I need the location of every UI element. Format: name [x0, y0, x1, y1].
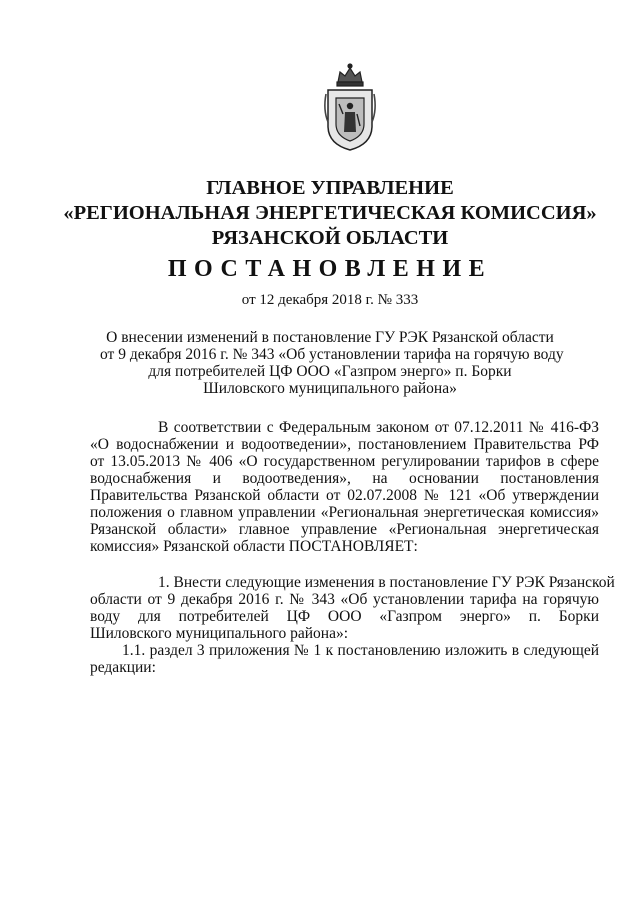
preamble-paragraph: [90, 419, 599, 555]
issuer-header: [60, 176, 600, 251]
paragraph-line: Шиловского муниципального района»:: [90, 625, 349, 642]
header-line-1: ГЛАВНОЕ УПРАВЛЕНИЕ: [206, 177, 454, 199]
paragraph-line: «О водоснабжении и водоотведении», постановлением Правительства РФ: [90, 436, 599, 453]
header-line-2: «РЕГИОНАЛЬНАЯ ЭНЕРГЕТИЧЕСКАЯ КОМИССИЯ»: [63, 202, 597, 224]
document-type-title: ПОСТАНОВЛЕНИЕ: [167, 256, 493, 282]
coat-of-arms-emblem: [322, 60, 378, 154]
subject-line: Шиловского муниципального района»: [203, 380, 457, 397]
paragraph-line: комиссия» Рязанской области ПОСТАНОВЛЯЕТ:: [90, 538, 418, 555]
subject-line: от 9 декабря 2016 г. № 343 «Об установлении тарифа на горячую воду: [100, 346, 564, 363]
paragraph-line: от 13.05.2013 № 406 «О государственном регулировании тарифов в сфере: [90, 453, 599, 470]
paragraph-line: В соответствии с Федеральным законом от 07.12.2011 № 416-ФЗ: [158, 419, 599, 436]
header-line-3: РЯЗАНСКОЙ ОБЛАСТИ: [211, 227, 449, 249]
date-and-number-line: от 12 декабря 2018 г. № 333: [241, 292, 419, 308]
paragraph-line: водоснабжения и водоотведения», на основании постановления: [90, 470, 599, 487]
paragraph-line: воду для потребителей ЦФ ООО «Газпром энерго» п. Борки: [90, 608, 599, 625]
paragraph-line: положения о главном управлении «Региональная энергетическая комиссия»: [90, 504, 599, 521]
clause-1-1-paragraph: [90, 642, 599, 676]
paragraph-line: 1. Внести следующие изменения в постановление ГУ РЭК Рязанской: [158, 574, 615, 591]
paragraph-line: Правительства Рязанской области от 02.07.2008 № 121 «Об утверждении: [90, 487, 599, 504]
document-subject: [100, 329, 564, 397]
clause-1-paragraph: [90, 574, 615, 642]
paragraph-line: редакции:: [90, 659, 156, 676]
subject-line: О внесении изменений в постановление ГУ РЭК Рязанской области: [106, 329, 554, 346]
paragraph-line: области от 9 декабря 2016 г. № 343 «Об установлении тарифа на горячую: [90, 591, 599, 608]
paragraph-line: 1.1. раздел 3 приложения № 1 к постановлению изложить в следующей: [122, 642, 599, 659]
paragraph-line: Рязанской области» главное управление «Региональная энергетическая: [90, 521, 599, 538]
subject-line: для потребителей ЦФ ООО «Газпром энерго» п. Борки: [148, 363, 512, 380]
